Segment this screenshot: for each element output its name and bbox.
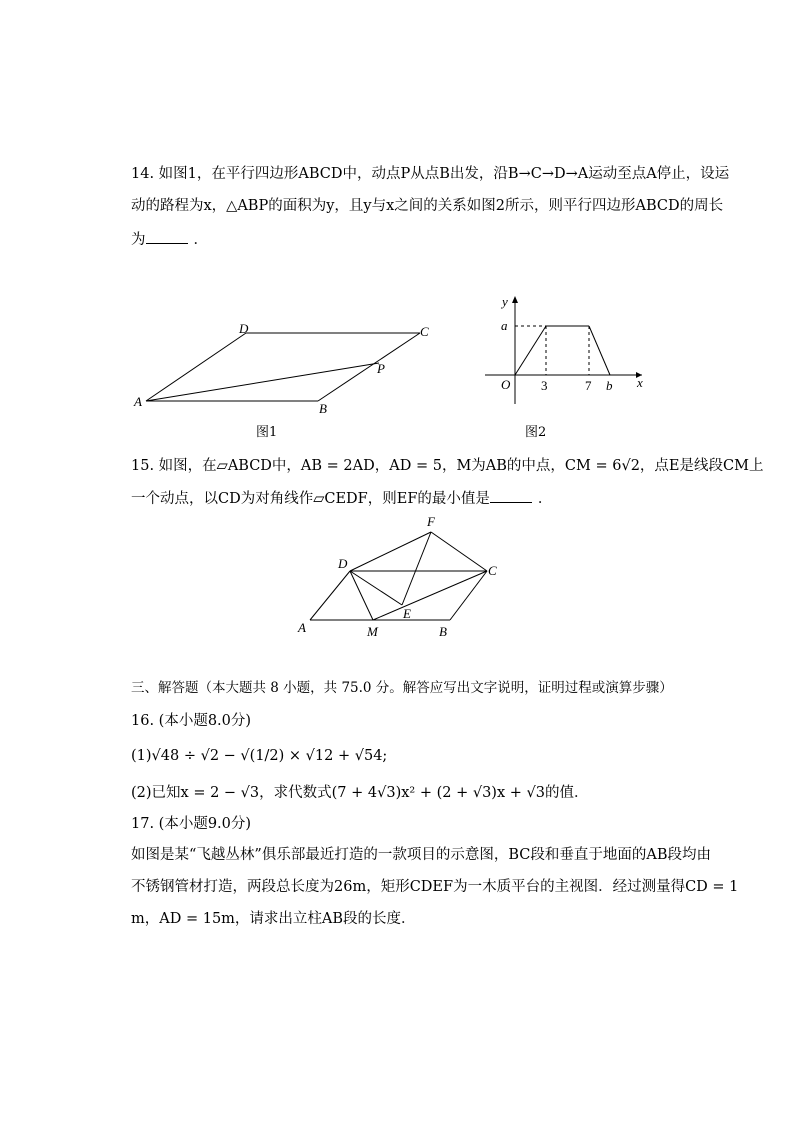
fig2-label-a: a: [501, 318, 508, 333]
q15-segment-ef: [402, 532, 431, 605]
q15-label-d: D: [338, 556, 348, 571]
q15-side-bc: [450, 571, 487, 620]
q16-title: 16. (本小题8.0分): [131, 713, 252, 729]
fig1-label-d: D: [239, 321, 249, 336]
q15-side-da: [310, 571, 350, 620]
q17-line-1: 如图是某“飞越丛林”俱乐部最近打造的一款项目的示意图，BC段和垂直于地面的AB段均由: [131, 847, 711, 863]
q15-line-2-prefix: 一个动点，以CD为对角线作▱CEDF，则EF的最小值是: [131, 491, 490, 507]
q17-line-2: 不锈钢管材打造，两段总长度为26m，矩形CDEF为一木质平台的主视图．经过测量得CD = 1: [131, 879, 739, 895]
fig2-tick-3: 3: [541, 378, 548, 393]
q15-line-1: 15. 如图，在▱ABCD中，AB = 2AD，AD = 5，M为AB的中点，CM = 6√2，点E是线段CM上: [131, 458, 764, 474]
fig2-tick-7: 7: [585, 378, 592, 393]
q15-segment-cm: [373, 571, 487, 620]
q15-label-c: C: [488, 563, 497, 578]
fig2-label-y: y: [502, 294, 508, 309]
fig2-label-o: O: [501, 377, 511, 392]
q14-line-1: 14. 如图1，在平行四边形ABCD中，动点P从点B出发，沿B→C→D→A运动至点A停止，设运: [131, 166, 730, 182]
q15-label-b: B: [439, 624, 447, 639]
q14-line-3-prefix: 为: [131, 232, 146, 248]
q17-title: 17. (本小题9.0分): [131, 816, 252, 832]
q14-line-2: 动的路程为x，△ABP的面积为y，且y与x之间的关系如图2所示，则平行四边形ABCD的周长: [131, 198, 724, 214]
q15-label-e: E: [403, 606, 411, 621]
fig2-caption: 图2: [525, 425, 547, 440]
q17-line-3: m，AD = 15m，请求出立柱AB段的长度．: [131, 911, 416, 927]
fig1-caption: 图1: [256, 425, 278, 440]
q15-label-m: M: [367, 624, 378, 639]
q16-part-1: (1)√48 ÷ √2 − √(1/2) × √12 + √54;: [131, 748, 388, 764]
section-3-heading: 三、解答题（本大题共 8 小题，共 75.0 分。解答应写出文字说明，证明过程或演算步骤）: [131, 680, 673, 696]
q15-label-a: A: [298, 620, 306, 635]
q16-part-2: (2)已知x = 2 − √3，求代数式(7 + 4√3)x² + (2 + √3)x + √3的值．: [131, 785, 589, 801]
q14-line-3-suffix: ．: [193, 232, 208, 248]
fig1-label-b: B: [319, 401, 327, 416]
fig1-label-c: C: [420, 324, 429, 339]
fig2-label-b: b: [606, 378, 613, 393]
q15-line-2-suffix: ．: [537, 491, 553, 507]
q15-label-f: F: [427, 514, 435, 529]
fig1-label-p: P: [377, 361, 385, 376]
fig2-label-x: x: [637, 375, 643, 390]
fig1-label-a: A: [134, 394, 142, 409]
q15-segment-fc: [431, 532, 487, 571]
q15-segment-df: [350, 532, 431, 571]
